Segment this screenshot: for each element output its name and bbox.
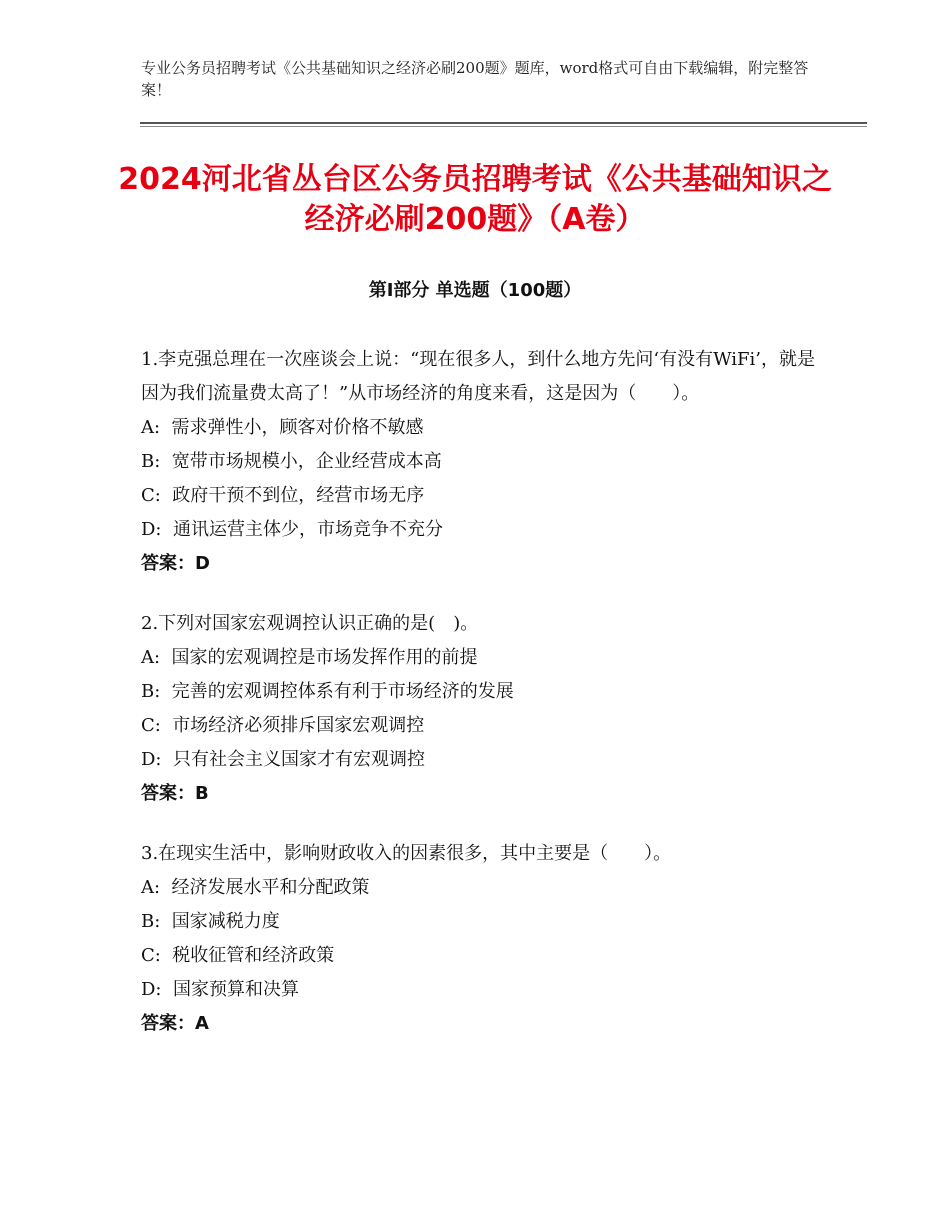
question-stem: 1.李克强总理在一次座谈会上说：“现在很多人，到什么地方先问‘有没有WiFi’，就是因为我们流量费太高了！”从市场经济的角度来看，这是因为（ ）。	[141, 349, 816, 404]
option-b: B: 国家减税力度	[141, 911, 280, 932]
answer: 答案：A	[141, 1013, 209, 1034]
document-title: 2024河北省丛台区公务员招聘考试《公共基础知识之经济必刷200题》（A卷）	[118, 162, 832, 237]
answer: 答案：D	[141, 553, 210, 574]
option-a: A: 经济发展水平和分配政策	[141, 877, 370, 898]
option-c: C: 政府干预不到位，经营市场无序	[141, 485, 425, 506]
option-d: D: 只有社会主义国家才有宏观调控	[141, 749, 425, 770]
question-list	[141, 343, 831, 1067]
section-title: 第Ⅰ部分 单选题（100题）	[368, 280, 582, 301]
option-d: D: 通讯运营主体少，市场竞争不充分	[141, 519, 443, 540]
option-c: C: 税收征管和经济政策	[141, 945, 335, 966]
question-stem: 2.下列对国家宏观调控认识正确的是( )。	[141, 613, 479, 634]
option-a: A: 国家的宏观调控是市场发挥作用的前提	[141, 647, 478, 668]
question-1	[141, 343, 831, 581]
option-b: B: 宽带市场规模小，企业经营成本高	[141, 451, 442, 472]
header-rule	[140, 122, 867, 124]
option-c: C: 市场经济必须排斥国家宏观调控	[141, 715, 425, 736]
question-3	[141, 837, 831, 1041]
answer: 答案：B	[141, 783, 209, 804]
option-b: B: 完善的宏观调控体系有利于市场经济的发展	[141, 681, 514, 702]
option-d: D: 国家预算和决算	[141, 979, 299, 1000]
header-note: 专业公务员招聘考试《公共基础知识之经济必刷200题》题库，word格式可自由下载编辑，附完整答案！	[141, 59, 809, 99]
question-2	[141, 607, 831, 811]
option-a: A: 需求弹性小，顾客对价格不敏感	[141, 417, 424, 438]
header-rule-thin	[140, 126, 867, 127]
question-stem: 3.在现实生活中，影响财政收入的因素很多，其中主要是（ ）。	[141, 843, 672, 864]
